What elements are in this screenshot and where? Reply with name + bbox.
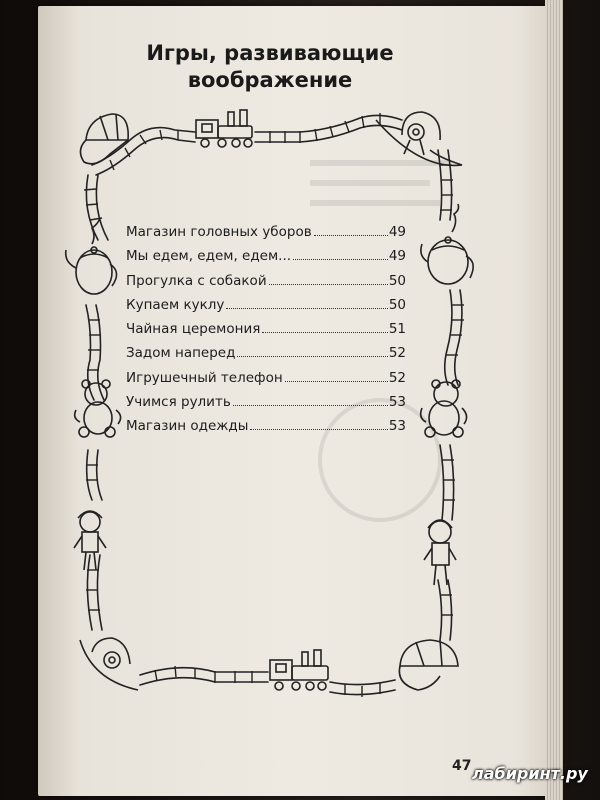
toc-item bbox=[126, 248, 406, 272]
teddy-bear-icon bbox=[75, 380, 121, 437]
toc-item-label: Учимся рулить bbox=[126, 394, 231, 411]
teapot-icon bbox=[66, 218, 117, 294]
toc-item bbox=[126, 345, 406, 369]
toc-item-page: 52 bbox=[388, 345, 406, 362]
title-line-1: Игры, развивающие bbox=[146, 41, 394, 65]
toc-item bbox=[126, 224, 406, 248]
toc-item-page: 53 bbox=[388, 394, 406, 411]
table-of-contents bbox=[126, 224, 406, 443]
toc-leader-dots bbox=[262, 332, 387, 333]
toc-item bbox=[126, 370, 406, 394]
toc-item bbox=[126, 297, 406, 321]
toc-item bbox=[126, 394, 406, 418]
toc-leader-dots bbox=[233, 405, 388, 406]
toc-item-page: 53 bbox=[388, 418, 406, 435]
doll-icon bbox=[424, 520, 456, 585]
toc-item bbox=[126, 321, 406, 345]
teddy-bear-icon bbox=[421, 380, 467, 437]
sunhat-icon bbox=[80, 638, 138, 690]
toc-item-label: Задом наперед bbox=[126, 345, 236, 362]
train-icon bbox=[196, 110, 252, 147]
toc-item-page: 50 bbox=[388, 296, 406, 313]
title-line-2: воображение bbox=[187, 68, 353, 92]
toc-leader-dots bbox=[293, 259, 388, 260]
toc-item bbox=[126, 273, 406, 297]
toc-item-page: 49 bbox=[388, 224, 406, 240]
page-number: 47 bbox=[452, 758, 472, 774]
toc-item bbox=[126, 418, 406, 442]
train-icon bbox=[270, 650, 328, 690]
toc-item-label: Мы едем, едем, едем... bbox=[126, 248, 292, 265]
toc-item-label: Игрушечный телефон bbox=[126, 369, 283, 386]
toc-item-page: 52 bbox=[388, 369, 406, 386]
toc-item-label: Чайная церемония bbox=[126, 321, 261, 338]
toc-item-page: 51 bbox=[388, 321, 406, 338]
toc-leader-dots bbox=[269, 284, 388, 285]
toc-leader-dots bbox=[314, 235, 388, 236]
toc-leader-dots bbox=[237, 356, 387, 357]
toc-item-page: 50 bbox=[388, 272, 406, 289]
toc-item-label: Магазин одежды bbox=[126, 418, 249, 435]
toc-leader-dots bbox=[226, 308, 387, 309]
toc-item-label: Магазин головных уборов bbox=[126, 224, 312, 240]
cap-icon bbox=[80, 114, 128, 164]
teapot-icon bbox=[421, 204, 473, 284]
toc-leader-dots bbox=[285, 381, 388, 382]
cap-icon bbox=[399, 640, 458, 690]
doll-icon bbox=[74, 511, 106, 570]
toc-item-label: Купаем куклу bbox=[126, 296, 225, 313]
toc-item-page: 49 bbox=[388, 248, 406, 265]
watermark: лабиринт.ру bbox=[472, 764, 588, 783]
toc-item-label: Прогулка с собакой bbox=[126, 272, 267, 289]
toc-leader-dots bbox=[250, 429, 387, 430]
